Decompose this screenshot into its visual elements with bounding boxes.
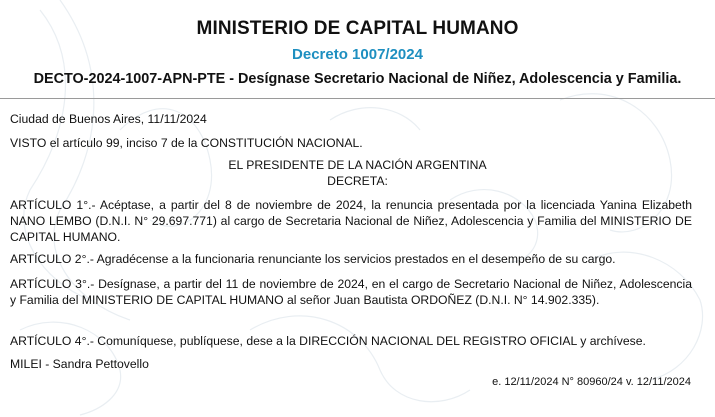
decreta-heading: DECRETA: [327, 174, 388, 188]
place-date: Ciudad de Buenos Aires, 11/11/2024 [10, 112, 207, 126]
article-4: ARTÍCULO 4°.- Comuníquese, publíquese, dese a la DIRECCIÓN NACIONAL DEL REGISTRO OFICIAL y archívese. [10, 334, 646, 348]
article-2: ARTÍCULO 2°.- Agradécense a la funcionaria renunciante los servicios prestados en el desempeño de su cargo. [10, 252, 616, 266]
president-heading: EL PRESIDENTE DE LA NACIÓN ARGENTINA [228, 158, 487, 172]
publication-reference: e. 12/11/2024 N° 80960/24 v. 12/11/2024 [492, 376, 691, 388]
signatures: MILEI - Sandra Pettovello [10, 357, 149, 371]
article-1: ARTÍCULO 1°.- Acéptase, a partir del 8 de noviembre de 2024, la renuncia presentada por la licenciada Yanina Elizabeth NANO LEMBO (D.N.I. N° 29.697.771) al cargo de Secretaria Nacional de Niñez, Adolescencia y Familia del MINISTERIO DE CAPITAL HUMANO. [10, 198, 692, 244]
header-divider [0, 98, 715, 99]
visto-paragraph: VISTO el artículo 99, inciso 7 de la CONSTITUCIÓN NACIONAL. [10, 136, 363, 150]
ministry-heading: MINISTERIO DE CAPITAL HUMANO [196, 18, 519, 39]
decree-title: DECTO-2024-1007-APN-PTE - Desígnase Secretario Nacional de Niñez, Adolescencia y Familia. [33, 71, 682, 87]
decree-number: Decreto 1007/2024 [292, 46, 423, 63]
article-3: ARTÍCULO 3°.- Desígnase, a partir del 11 de noviembre de 2024, en el cargo de Secretario Nacional de Niñez, Adolescencia y Familia del MINISTERIO DE CAPITAL HUMANO al señor Juan Bautista ORDOÑEZ (D.N.I. N° 14.902.335). [10, 277, 692, 307]
